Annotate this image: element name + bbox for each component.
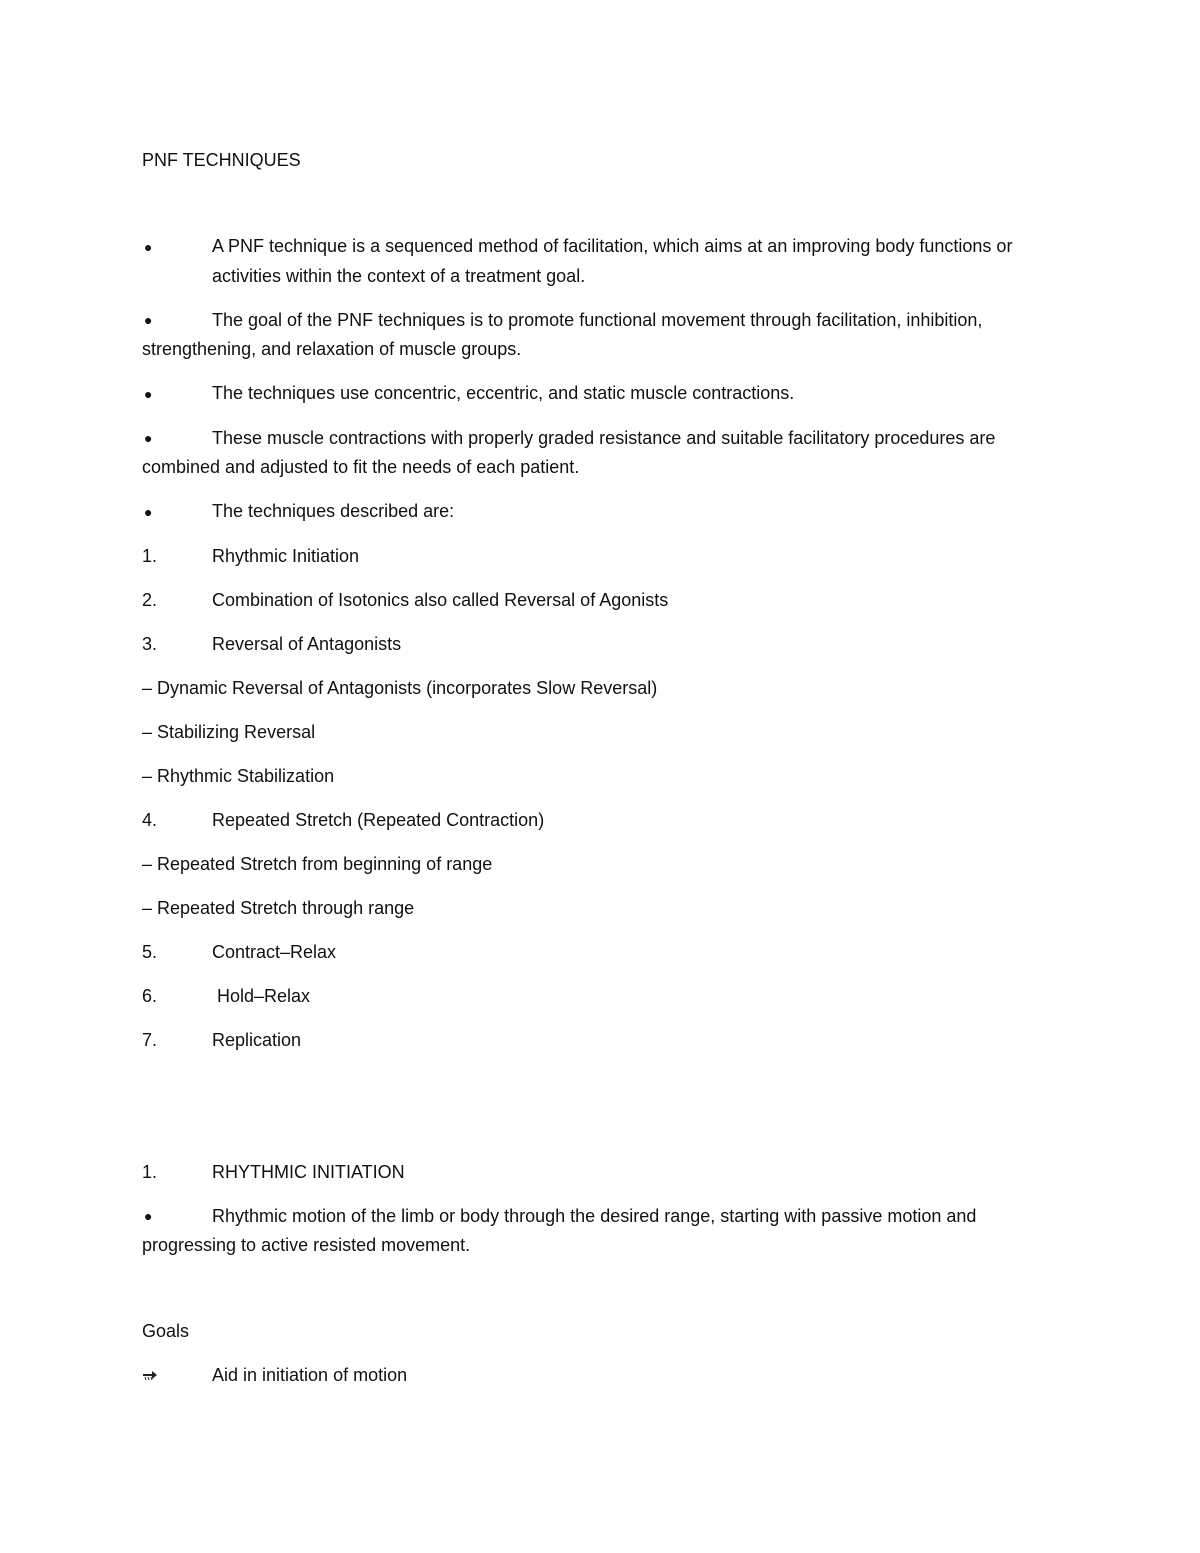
technique-item-7: 7. Replication: [142, 1030, 302, 1050]
spacer: [142, 1275, 1062, 1317]
intro-bullet-2: ● The goal of the PNF techniques is to promote functional movement through facilitation, inhibition, strengthening, and relaxation of muscle groups.: [142, 306, 1062, 364]
bullet-icon: ●: [144, 1208, 153, 1224]
document-body: [142, 146, 1062, 1405]
intro-bullet-5: ● The techniques described are:: [142, 497, 1062, 527]
technique-item-2: 2. Combination of Isotonics also called Reversal of Agonists: [142, 590, 669, 610]
section-heading: 1. RHYTHMIC INITIATION: [142, 1162, 405, 1182]
bullet-icon: ●: [144, 386, 153, 402]
document-title: PNF TECHNIQUES: [142, 150, 301, 170]
technique-subitem: – Stabilizing Reversal: [142, 722, 316, 742]
goals-heading: Goals: [142, 1321, 190, 1341]
bullet-icon: ●: [144, 312, 153, 328]
intro-bullet-4: ● These muscle contractions with properly graded resistance and suitable facilitatory procedures are combined and adjusted to fit the needs of each patient.: [142, 424, 1062, 482]
technique-subitem: – Repeated Stretch from beginning of range: [142, 854, 493, 874]
goal-item: Aid in initiation of motion: [142, 1361, 1062, 1390]
intro-bullet-3: ● The techniques use concentric, eccentric, and static muscle contractions.: [142, 379, 1062, 409]
bullet-icon: ●: [144, 504, 153, 520]
technique-subitem: – Repeated Stretch through range: [142, 898, 415, 918]
wingdings-arrow-icon: [142, 1369, 158, 1381]
section-bullet: ● Rhythmic motion of the limb or body through the desired range, starting with passive motion and progressing to active resisted movement.: [142, 1202, 1062, 1260]
bullet-icon: ●: [144, 239, 153, 255]
technique-item-4: 4. Repeated Stretch (Repeated Contraction): [142, 810, 545, 830]
intro-bullet-1: ● A PNF technique is a sequenced method of facilitation, which aims at an improving body functions or activities within the context of a treatment goal.: [142, 232, 1062, 291]
technique-subitem: – Dynamic Reversal of Antagonists (incorporates Slow Reversal): [142, 678, 658, 698]
bullet-icon: ●: [144, 430, 153, 446]
technique-item-3: 3. Reversal of Antagonists: [142, 634, 402, 654]
technique-item-1: 1. Rhythmic Initiation: [142, 546, 360, 566]
technique-item-5: 5. Contract–Relax: [142, 942, 337, 962]
spacer: [142, 1070, 1062, 1158]
technique-subitem: – Rhythmic Stabilization: [142, 766, 335, 786]
technique-item-6: 6. Hold–Relax: [142, 986, 311, 1006]
